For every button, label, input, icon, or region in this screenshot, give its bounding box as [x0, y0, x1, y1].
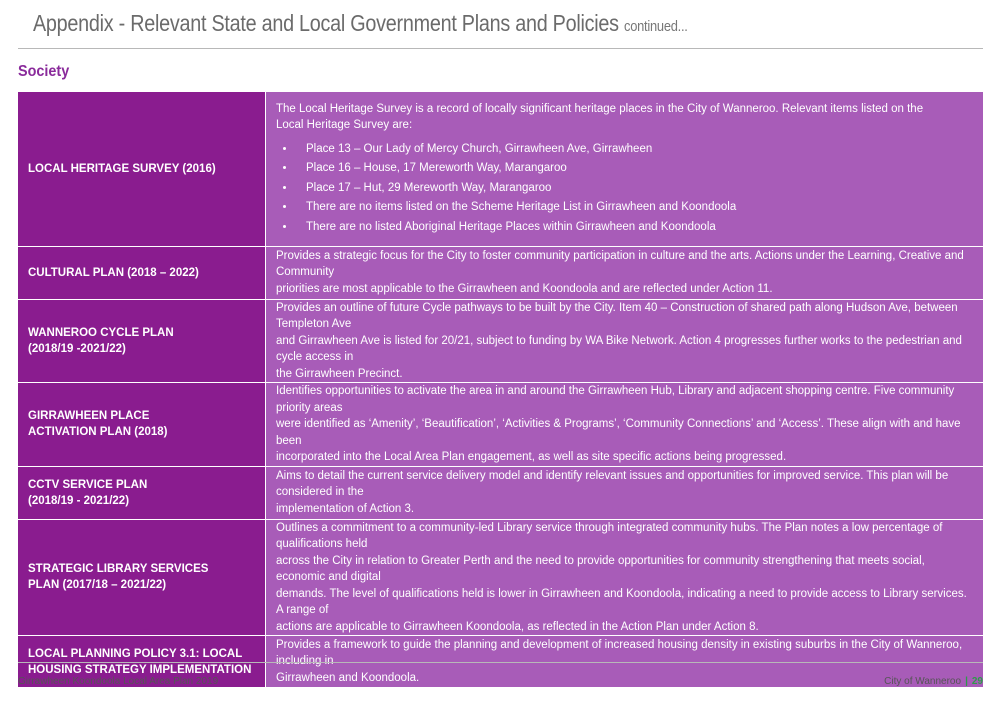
- plan-name-line: GIRRAWHEEN PLACE: [28, 410, 150, 423]
- description-line: Girrawheen and Koondoola.: [276, 671, 420, 684]
- description-line: Provides an outline of future Cycle pathways to be built by the City. Item 40 – Construction of shared path along Hudson Ave, between Templeton Ave: [276, 301, 958, 330]
- plan-name-line: (2018/19 -2021/22): [28, 342, 126, 355]
- description-line: across the City in relation to Greater Perth and the need to provide opportunities for community strengthening that meets social, economic and digital: [276, 554, 925, 583]
- plan-name-cell: [18, 383, 266, 467]
- plan-name-cell: [18, 246, 266, 299]
- description-line: Local Heritage Survey are:: [276, 119, 413, 131]
- page-title: [33, 10, 688, 37]
- footer-document-title: Girrawheen Koondoola Local Area Plan 2019: [18, 676, 219, 687]
- header-divider: [18, 48, 983, 49]
- description-line: Provides a strategic focus for the City to foster community participation in culture and the arts. Actions under the Learning, Creative and Community: [276, 249, 964, 279]
- description-line: incorporated into the Local Area Plan engagement, as well as site specific actions being progressed.: [276, 451, 787, 463]
- plan-name-cell: [18, 519, 266, 636]
- table-row: [18, 383, 983, 467]
- section-title: Society: [18, 63, 70, 80]
- plan-description-cell: [266, 466, 984, 519]
- plan-name-line: (2018/19 - 2021/22): [28, 494, 130, 507]
- plan-name-line: CULTURAL PLAN (2018 – 2022): [28, 266, 199, 279]
- list-item: • Place 13 – Our Lady of Mercy Church, Girrawheen Ave, Girrawheen: [296, 140, 971, 160]
- description-line: Aims to detail the current service delivery model and identify relevant issues and opportunities for improved service. This plan will be considered in the: [276, 469, 949, 499]
- plan-name-cell: [18, 299, 266, 383]
- heritage-places-list: [276, 140, 971, 238]
- footer-divider: [18, 662, 983, 663]
- page-title-continued: continued...: [624, 18, 688, 35]
- description-line: The Local Heritage Survey is a record of locally significant heritage places in the City of Wanneroo. Relevant items listed on the: [276, 102, 924, 115]
- plan-name-line: ACTIVATION PLAN (2018): [28, 426, 168, 439]
- description-line: actions are applicable to Girrawheen Koondoola, as reflected in the Action Plan under Action 8.: [276, 620, 759, 633]
- plan-name-cell: [18, 92, 266, 246]
- list-item: • Place 17 – Hut, 29 Mereworth Way, Marangaroo: [296, 179, 971, 199]
- plan-name-line: CCTV SERVICE PLAN: [28, 478, 148, 491]
- plan-name-cell: [18, 466, 266, 519]
- description-line: demands. The level of qualifications held is lower in Girrawheen and Koondoola, indicating a need to provide access to Library services. A range of: [276, 587, 967, 616]
- footer-separator: |: [965, 676, 968, 687]
- table-row: [18, 519, 983, 636]
- description-line: the Girrawheen Precinct.: [276, 367, 403, 380]
- plan-description-cell: [266, 92, 984, 246]
- plan-name-line: HOUSING STRATEGY IMPLEMENTATION: [28, 663, 252, 676]
- list-item: • There are no listed Aboriginal Heritage Places within Girrawheen and Koondoola: [296, 218, 971, 238]
- table-row: [18, 92, 983, 246]
- plan-name-line: WANNEROO CYCLE PLAN: [28, 326, 174, 339]
- page-number: 29: [971, 676, 983, 687]
- list-item: • There are no items listed on the Scheme Heritage List in Girrawheen and Koondoola: [296, 198, 971, 218]
- description-line: priorities are most applicable to the Girrawheen and Koondoola and are reflected under Action 11.: [276, 282, 773, 295]
- plan-description-cell: [266, 246, 984, 299]
- list-item: • Place 16 – House, 17 Mereworth Way, Marangaroo: [296, 159, 971, 179]
- table-row: [18, 299, 983, 383]
- description-line: Outlines a commitment to a community-led Library service through integrated community hubs. The Plan notes a low percentage of qualifications held: [276, 521, 943, 550]
- page-title-text: Appendix - Relevant State and Local Government Plans and Policies: [33, 10, 619, 36]
- plan-name-line: PLAN (2017/18 – 2021/22): [28, 579, 167, 592]
- description-line: were identified as ‘Amenity’, ‘Beautification’, ‘Activities & Programs’, ‘Community Connections’ and ‘Access’. These align with and have been: [276, 418, 961, 447]
- plan-description-cell: [266, 519, 984, 636]
- plan-name-line: LOCAL PLANNING POLICY 3.1: LOCAL: [28, 647, 243, 660]
- plan-name-line: STRATEGIC LIBRARY SERVICES: [28, 563, 209, 576]
- description-line: implementation of Action 3.: [276, 502, 415, 515]
- plans-table: [18, 92, 983, 688]
- plan-description-cell: [266, 299, 984, 383]
- description-line: Identifies opportunities to activate the area in and around the Girrawheen Hub, Library and adjacent shopping centre. Five community priority areas: [276, 385, 955, 414]
- description-line: and Girrawheen Ave is listed for 20/21, subject to funding by WA Bike Network. Action 4 progresses further works to the pedestrian and cycle access in: [276, 334, 962, 363]
- table-row: [18, 246, 983, 299]
- plan-description-cell: [266, 383, 984, 467]
- footer-page-info: [884, 676, 983, 687]
- description-line: Provides a framework to guide the planning and development of increased housing density in existing suburbs in the City of Wanneroo, including in: [276, 638, 963, 668]
- table-row: [18, 466, 983, 519]
- footer-organisation: City of Wanneroo: [884, 676, 962, 687]
- plan-name-line: LOCAL HERITAGE SURVEY (2016): [28, 162, 216, 175]
